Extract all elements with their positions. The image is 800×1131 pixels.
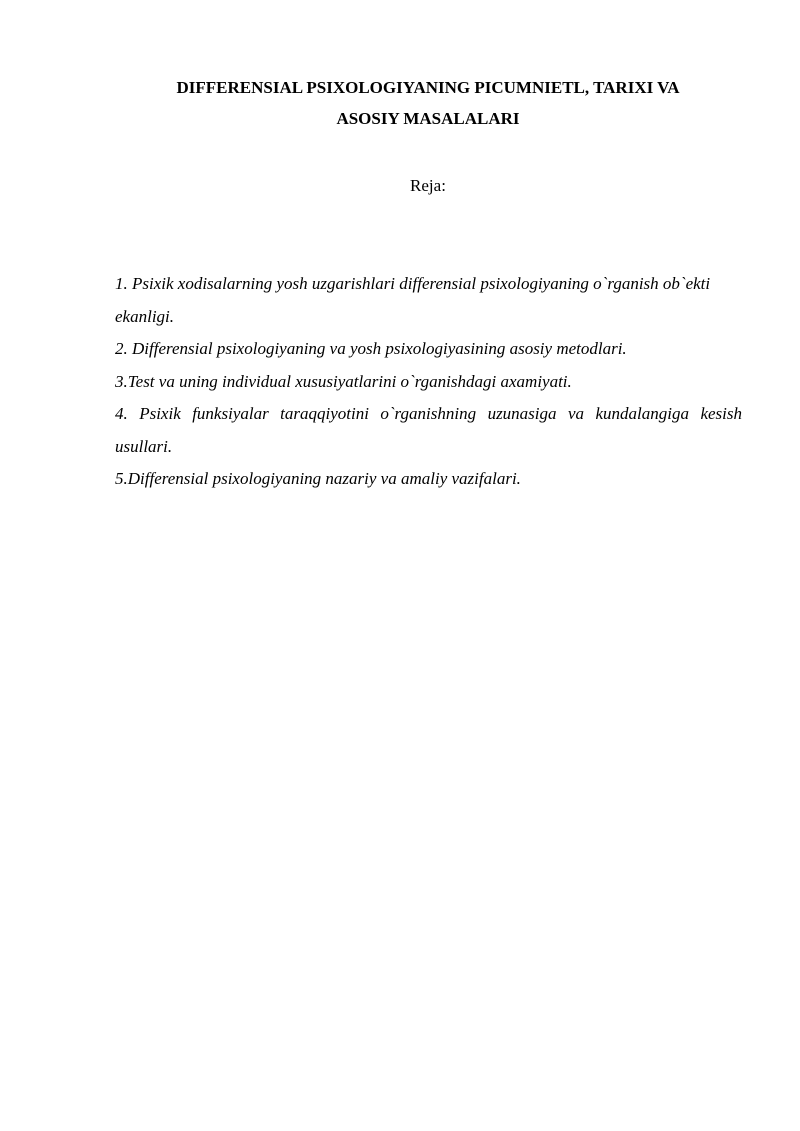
plan-list (115, 268, 742, 496)
plan-item-1: 1. Psixik xodisalarning yosh uzgarishlari differensial psixologiyaning o`rganish ob`ekti ekanligi. (115, 274, 711, 326)
plan-item-3: 3.Test va uning individual xususiyatlarini o`rganishdagi axamiyati. (115, 371, 572, 391)
plan-item-5: 5.Differensial psixologiyaning nazariy va amaliy vazifalari. (115, 469, 521, 488)
plan-item-2: 2. Differensial psixologiyaning va yosh psixologiyasining asosiy metodlari. (115, 339, 627, 358)
document-title-line-1: DIFFERENSIAL PSIXOLOGIYANING PICUMNIETL, TARIXI VA (176, 78, 680, 97)
plan-item-4: 4. Psixik funksiyalar taraqqiyotini o`rganishning uzunasiga va kundalangiga kesish usullari. (115, 404, 742, 456)
plan-heading: Reja: (410, 176, 446, 195)
document-title-line-2: ASOSIY MASALALARI (336, 109, 520, 128)
